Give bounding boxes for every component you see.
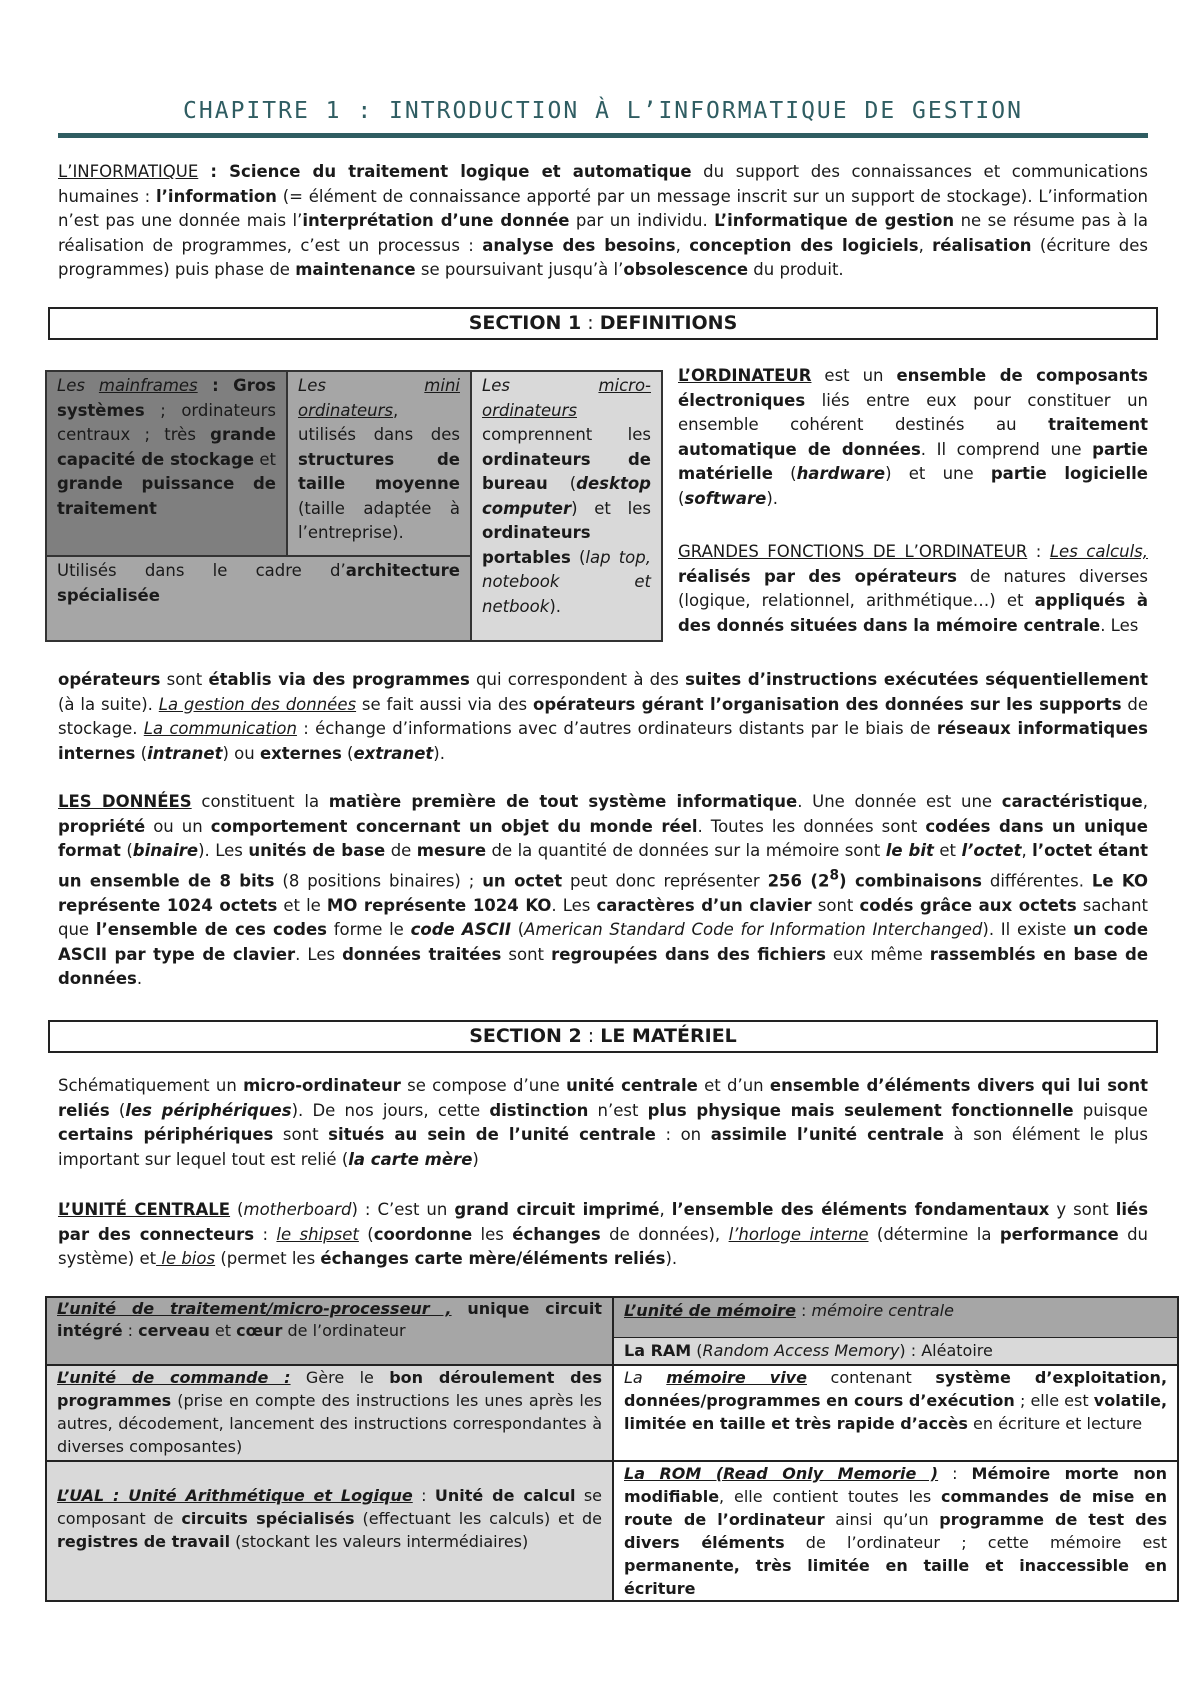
fonctions-heading: GRANDES FONCTIONS DE L’ORDINATEUR	[678, 542, 1028, 561]
section-2-label: SECTION 2	[469, 1025, 582, 1047]
memoire-vive-cell: La mémoire vive contenant système d’exploitation, données/programmes en cours d’exécution ; elle est volatile, limitée en taille et très rapide d’accès en écriture et lecture	[614, 1366, 1177, 1462]
section-2-title: LE MATÉRIEL	[600, 1025, 737, 1047]
micro-term: micro-ordinateurs	[482, 376, 651, 420]
mainframe-cell: Les mainframes : Gros systèmes ; ordinateurs centraux ; très grande capacité de stockage et grande puissance de traitement	[47, 372, 288, 557]
micro-ordinateur-cell: Les micro-ordinateurs comprennent les ordinateurs de bureau (desktop computer) et les ordinateurs portables (lap top, notebook et netbook).	[472, 372, 661, 640]
intro-paragraph: L’INFORMATIQUE : Science du traitement logique et automatique du support des connaissances et communications humaines : l’information (= élément de connaissance apporté par un message inscrit sur un support de stockage). L’information n’est pas une donnée mais l’interprétation d’une donnée par un individu. L’informatique de gestion ne se résume pas à la réalisation de programmes, c’est un processus : analyse des besoins, conception des logiciels, réalisation (écriture des programmes) puis phase de maintenance se poursuivant jusqu’à l’obsolescence du produit.	[58, 162, 1149, 279]
title-divider	[58, 133, 1148, 138]
section-1-label: SECTION 1	[468, 312, 582, 334]
cpu-cell: L’unité de traitement/micro-processeur , unique circuit intégré : cerveau et cœur de l’ordinateur	[47, 1298, 614, 1366]
section-1-header: SECTION 1 : DEFINITIONS	[48, 307, 1158, 340]
computer-types-table	[45, 370, 663, 642]
commande-cell: L’unité de commande : Gère le bon déroulement des programmes (prise en compte des instructions les unes après les autres, décodement, lancement des instructions correspondantes à diverses composantes)	[47, 1366, 614, 1462]
unite-centrale-paragraph: L’UNITÉ CENTRALE (motherboard) : C’est un grand circuit imprimé, l’ensemble des éléments fondamentaux y sont liés par des connecteurs : le shipset (coordonne les échanges de données), l’horloge interne (détermine la performance du système) et le bios (permet les échanges carte mère/éléments reliés).	[58, 1200, 1149, 1268]
donnees-paragraph: LES DONNÉES constituent la matière première de tout système informatique. Une donnée est une caractéristique, propriété ou un comportement concernant un objet du monde réel. Toutes les données sont codées dans un unique format (binaire). Les unités de base de mesure de la quantité de données sur la mémoire sont le bit et l’octet, l’octet étant un ensemble de 8 bits (8 positions binaires) ; un octet peut donc représenter 256 $(2^8)$ combinaisons différentes. Le KO représente 1024 octets et le MO représente 1024 KO. Les caractères d’un clavier sont codés grâce aux octets sachant que l’ensemble de ces codes forme le code ASCII (American Standard Code for Information Interchanged). Il existe un code ASCII par type de clavier. Les données traitées sont regroupées dans des fichiers eux même rassemblés en base de données.	[58, 792, 1149, 988]
section-1-title: DEFINITIONS	[599, 312, 738, 334]
specialized-architecture-cell: Utilisés dans le cadre d’architecture spécialisée	[47, 557, 472, 640]
ordinateur-term: L’ORDINATEUR	[678, 366, 812, 385]
materiel-paragraph: Schématiquement un micro-ordinateur se compose d’une unité centrale et d’un ensemble d’éléments divers qui lui sont reliés (les périphériques). De nos jours, cette distinction n’est plus physique mais seulement fonctionnelle puisque certains périphériques sont situés au sein de l’unité centrale : on assimile l’unité centrale à son élément le plus important sur lequel tout est relié (la carte mère)	[58, 1076, 1148, 1169]
donnees-term: LES DONNÉES	[58, 792, 192, 811]
section-2-header: SECTION 2 : LE MATÉRIEL	[48, 1020, 1158, 1053]
rom-cell: La ROM (Read Only Memorie ) : Mémoire morte non modifiable, elle contient toutes les commandes de mise en route de l’ordinateur ainsi qu’un programme de test des divers éléments de l’ordinateur ; cette mémoire est permanente, très limitée en taille et inaccessible en écriture	[614, 1462, 1177, 1600]
hardware-table	[45, 1296, 1179, 1602]
unite-centrale-term: L’UNITÉ CENTRALE	[58, 1200, 231, 1219]
mini-term: mini ordinateurs	[298, 376, 460, 420]
memory-header-cell: L’unité de mémoire : mémoire centrale	[614, 1298, 1177, 1338]
ordinateur-paragraph: L’ORDINATEUR est un ensemble de composants électroniques liés entre eux pour constituer un ensemble cohérent destinés au traitement automatique de données. Il comprend une partie matérielle (hardware) et une partie logicielle (software).	[678, 366, 1149, 508]
mini-ordinateur-cell: Les mini ordinateurs, utilisés dans des structures de taille moyenne (taille adaptée à l’entreprise).	[288, 372, 472, 557]
ram-header-cell: La RAM (Random Access Memory) : Aléatoire	[614, 1338, 1177, 1366]
ual-cell: L’UAL : Unité Arithmétique et Logique : Unité de calcul se composant de circuits spécialisés (effectuant les calculs) et de registres de travail (stockant les valeurs intermédiaires)	[47, 1462, 614, 1600]
mainframe-term: mainframes	[98, 376, 198, 395]
chapter-title: CHAPITRE 1 : INTRODUCTION À L’INFORMATIQUE DE GESTION	[183, 98, 1023, 124]
intro-term: L’INFORMATIQUE	[58, 162, 199, 181]
fonctions-continued-paragraph: opérateurs sont établis via des programmes qui correspondent à des suites d’instructions exécutées séquentiellement (à la suite). La gestion des données se fait aussi via des opérateurs gérant l’organisation des données sur les supports de stockage. La communication : échange d’informations avec d’autres ordinateurs distants par le biais de réseaux informatiques internes (intranet) ou externes (extranet).	[58, 670, 1149, 763]
fonctions-paragraph: GRANDES FONCTIONS DE L’ORDINATEUR : Les calculs, réalisés par des opérateurs de natures diverses (logique, relationnel, arithmétique…) et appliqués à des donnés situées dans la mémoire centrale. Les	[678, 542, 1148, 635]
